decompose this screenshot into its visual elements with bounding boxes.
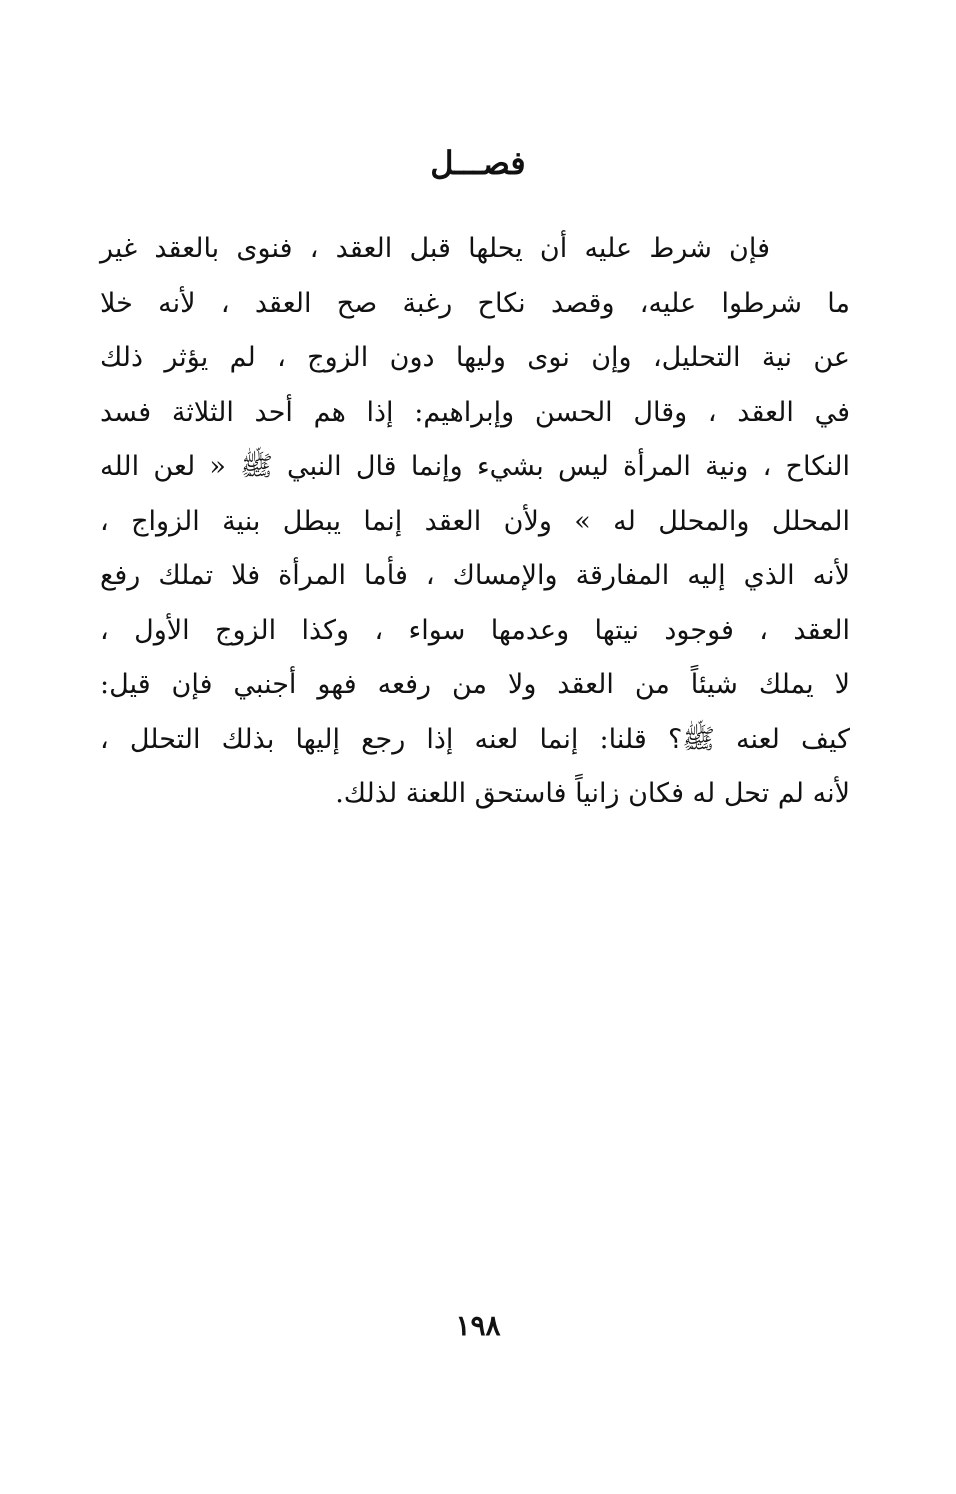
- page-number: ١٩٨: [455, 1309, 501, 1342]
- section-heading: فصـــل: [430, 144, 526, 182]
- text-line: ما شرطوا عليه، وقصد نكاح رغبة صح العقد ، لأنه خلا: [100, 287, 850, 319]
- text-line: لأنه لم تحل له فكان زانياً فاستحق اللعنة لذلك.: [335, 778, 850, 809]
- text-line: لأنه الذي إليه المفارقة والإمساك ، فأما المرأة فلا تملك رفع: [100, 560, 850, 591]
- text-line: لا يملك شيئاً من العقد ولا من رفعه فهو أجنبي فإن قيل:: [100, 669, 850, 700]
- text-line: فإن شرط عليه أن يحلها قبل العقد ، فنوى بالعقد غير: [100, 233, 770, 264]
- text-line: عن نية التحليل، وإن نوى وليها دون الزوج ، لم يؤثر ذلك: [100, 342, 850, 373]
- text-line: المحلل والمحلل له » ولأن العقد إنما يبطل بنية الزواج ،: [100, 505, 850, 537]
- text-line: كيف لعنه ﷺ؟ قلنا: إنما لعنه إذا رجع إليها بذلك التحلل ،: [100, 723, 850, 755]
- text-line: في العقد ، وقال الحسن وإبراهيم: إذا هم أحد الثلاثة فسد: [100, 396, 850, 428]
- text-line: النكاح ، ونية المرأة ليس بشيء وإنما قال النبي ﷺ « لعن الله: [100, 451, 850, 482]
- text-line: العقد ، فوجود نيتها وعدمها سواء ، وكذا الزوج الأول ،: [100, 614, 850, 646]
- body-paragraph: [100, 222, 850, 822]
